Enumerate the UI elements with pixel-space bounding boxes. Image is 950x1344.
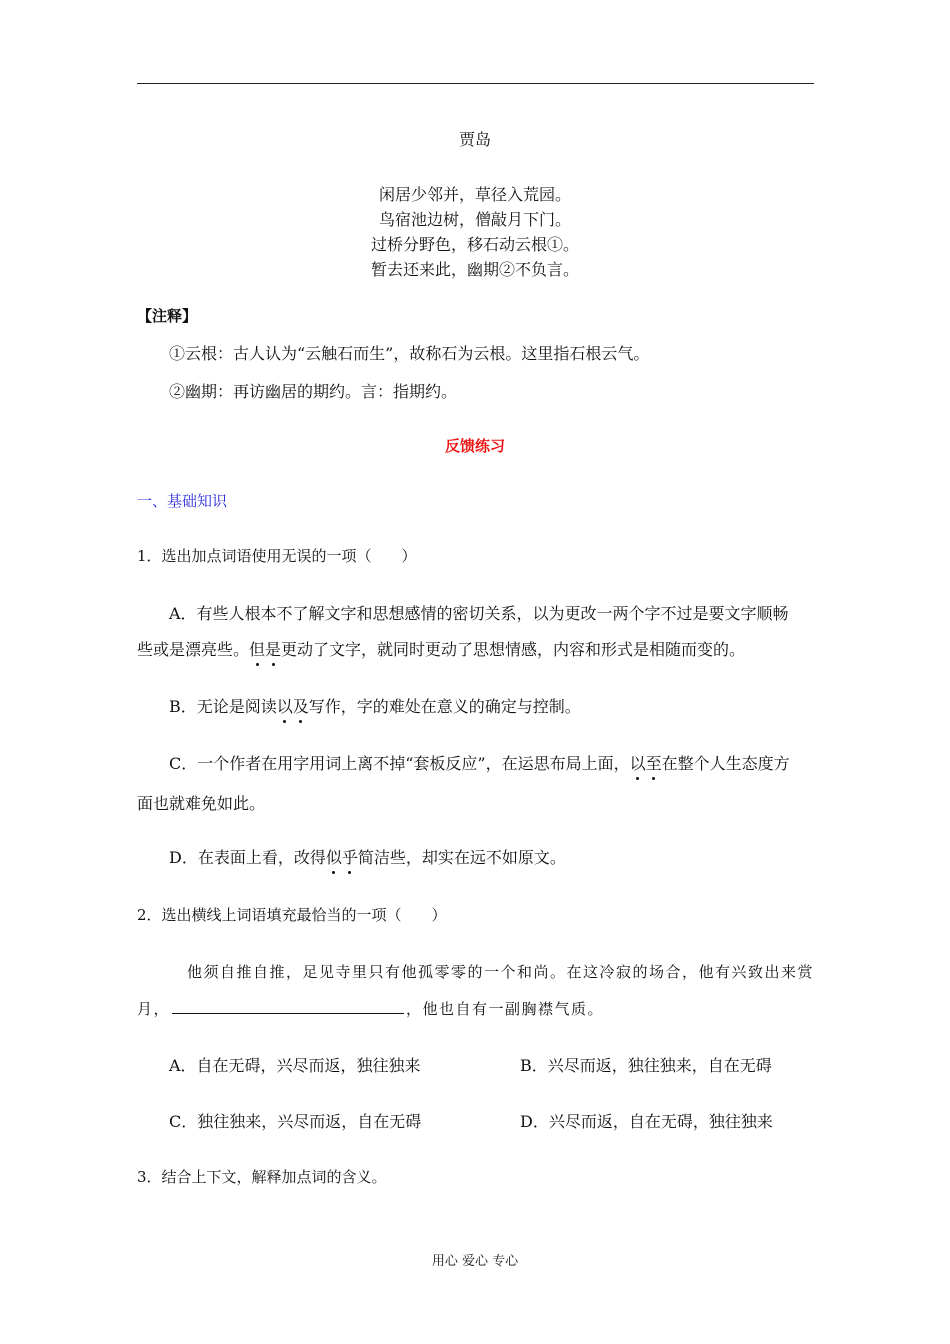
poem-line: 过桥分野色，移石动云根①。 <box>370 235 579 254</box>
q1-option-c-line1: C．一个作者在用字用词上离不掉“套板反应”，在运思布局上面，以至在整个人生态度方 <box>169 751 790 774</box>
q2-passage-line2: 月， ，他也自有一副胸襟气质。 <box>137 1000 605 1018</box>
notes-heading: 【注释】 <box>137 307 198 325</box>
poem-line: 闲居少邻并，草径入荒园。 <box>378 185 571 204</box>
emphasis-dot-char: 但 <box>249 637 265 660</box>
q2-passage-line1: 他须自推自推，足见寺里只有他孤零零的一个和尚。在这冷寂的场合，他有兴致出来赏 <box>187 963 815 981</box>
q1-option-a-line2: 些或是漂亮些。但是更动了文字，就同时更动了思想情感，内容和形式是相随而变的。 <box>137 637 745 660</box>
q2-option-d: D．兴尽而返，自在无碍，独往独来 <box>520 1112 773 1131</box>
q2-option-c: C．独往独来，兴尽而返，自在无碍 <box>169 1112 422 1131</box>
poem-line: 暂去还来此，幽期②不负言。 <box>370 260 579 279</box>
emphasis-dot-char: 似 <box>326 845 342 868</box>
emphasis-dot-char: 是 <box>265 637 281 660</box>
header-rule <box>137 83 814 84</box>
page-footer: 用心 爱心 专心 <box>431 1254 519 1269</box>
exercise-title: 反馈练习 <box>444 437 505 455</box>
q1-option-d: D．在表面上看，改得似乎简洁些，却实在远不如原文。 <box>169 845 566 868</box>
fill-blank-line <box>172 999 404 1014</box>
emphasis-dot-char: 乎 <box>342 845 358 868</box>
q1-option-c-line2: 面也就难免如此。 <box>137 794 266 813</box>
q2-option-b: B．兴尽而返，独往独来，自在无碍 <box>520 1056 772 1075</box>
note-item: ①云根：古人认为“云触石而生”，故称石为云根。这里指石根云气。 <box>169 344 650 363</box>
q1-option-b: B．无论是阅读以及写作，字的难处在意义的确定与控制。 <box>169 694 581 717</box>
emphasis-dot-char: 以 <box>630 751 646 774</box>
poem-author: 贾岛 <box>458 130 491 149</box>
poem-line: 鸟宿池边树，僧敲月下门。 <box>378 210 571 229</box>
q1-option-a-line1: A．有些人根本不了解文字和思想感情的密切关系，以为更改一两个字不过是要文字顺畅 <box>169 604 789 623</box>
emphasis-dot-char: 至 <box>646 751 662 774</box>
q2-option-a: A．自在无碍，兴尽而返，独往独来 <box>169 1056 421 1075</box>
poem-body <box>0 182 950 282</box>
question-3-stem: 3．结合上下文，解释加点词的含义。 <box>137 1168 387 1186</box>
emphasis-dot-char: 以 <box>277 694 293 717</box>
emphasis-dot-char: 及 <box>293 694 309 717</box>
section-heading: 一、基础知识 <box>137 492 228 510</box>
question-1-stem: 1．选出加点词语使用无误的一项（ ） <box>137 547 417 565</box>
question-2-stem: 2．选出横线上词语填充最恰当的一项（ ） <box>137 906 447 924</box>
note-item: ②幽期：再访幽居的期约。言：指期约。 <box>169 382 458 401</box>
